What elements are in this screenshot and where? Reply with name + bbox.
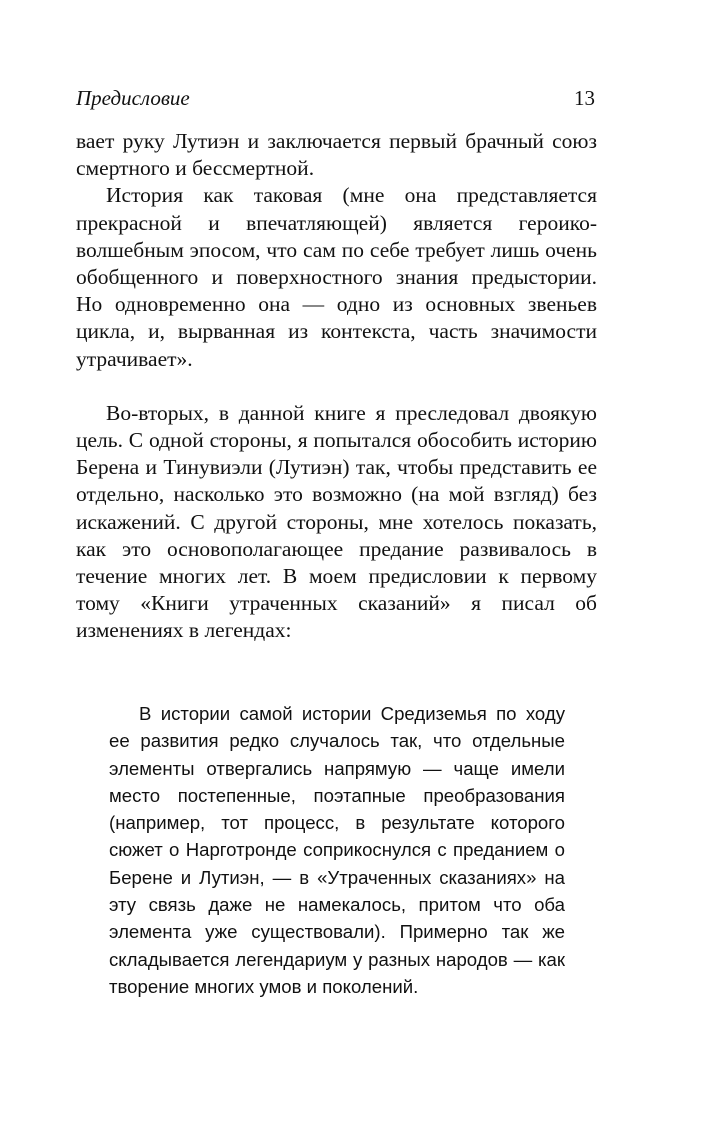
book-page — [76, 0, 597, 1122]
block-quote — [109, 700, 565, 1000]
quote-text: В истории самой истории Средиземья по ходу ее развития редко случалось так, что отдельные элементы отвергались напрямую — чаще имели место постепенные, поэтапные преобразования (например, тот процесс, в результате которого сюжет о Нарготронде соприкоснулся с преданием о Берене и Лутиэн, — в «Утраченных сказаниях» на эту связь даже не намекалось, притом что оба элемента уже существовали). Примерно так же складывается легендариум у разных народов — как творение многих умов и поколений. — [109, 703, 565, 997]
page-number: 13 — [574, 86, 595, 110]
running-title: Предисловие — [76, 86, 190, 110]
paragraph-continuation: вает руку Лутиэн и заключается первый брачный союз смертного и бессмертной. — [76, 129, 597, 181]
body-text — [76, 128, 597, 645]
paragraph-secondly: Во-вторых, в данной книге я преследовал двоякую цель. С одной стороны, я попытался обособить историю Берена и Тинувиэли (Лутиэн) так, чтобы представить ее отдельно, насколько это возможно (на мой взгляд) без искажений. С другой стороны, мне хотелось показать, как это основополагающее предание развивалось в течение многих лет. В моем предисловии к первому тому «Книги утраченных сказаний» я писал об изменениях в легендах: — [76, 400, 597, 643]
running-head — [76, 86, 597, 116]
paragraph-story: История как таковая (мне она представляется прекрасной и впечатляющей) является героико-волшебным эпосом, что сам по себе требует лишь очень обобщенного и поверхностного знания предыстории. Но одновременно она — одно из основных звеньев цикла, и, вырванная из контекста, часть значимости утрачивает». — [76, 183, 597, 371]
section-gap — [76, 373, 597, 400]
